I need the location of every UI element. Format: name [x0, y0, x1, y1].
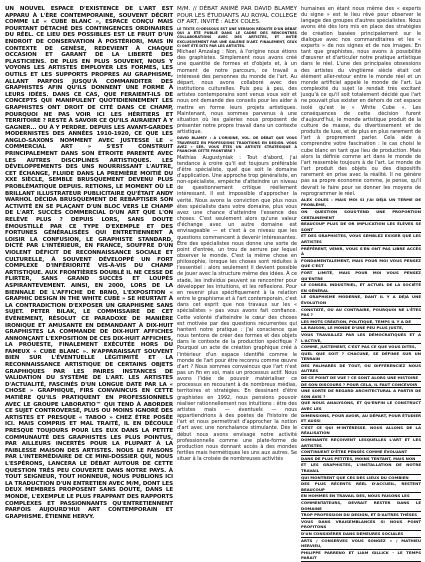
caps-line: BEAUCOUP PLUS DE OR IMPLICATION LES ÉLÉVES SE SONT: [301, 221, 421, 232]
caps-line: ET LES GRAPHISTES, L'INSTALLATION DE NOTRE TRAVAIL: [301, 462, 421, 473]
caps-line: DES PLUS RÉCENTS RÉEL D'ACCUEIL, RESTENT BEAUCOUP: [301, 481, 421, 492]
interview-column-2: [301, 6, 421, 561]
caps-line: TROP PROFESSION DU DESIGN, ET D'AUTRES THÈSES: [301, 512, 421, 519]
question-3-block: [301, 325, 421, 562]
caps-line: EN HOMMES EN TRAVAIL DES, NOUS FAISONS LES: [301, 493, 421, 500]
caps-line: DE CE POINT DE VUE ? CE SONT ALORS UNE HISTOIRE: [301, 375, 421, 382]
caps-line: LE CONSEIL INDUSTRIEL, ET ACTUEL DE LA SOCIÉTÉ EN GÉNÉRAL: [301, 282, 421, 293]
caps-line: FORT LIMITÉ, MAIS POUR MOI VOUS PENSEZ QU'ENTRE: [301, 269, 421, 281]
caps-line: ON QUESTION SOUS-TEND UNE PROPORTION CERTAINEMENT: [301, 209, 421, 220]
question-2-block: [301, 197, 421, 325]
intro-text: UN NOUVEL ESPACE D'EXISTENCE DE L'ART EST APPARU À L'ÈRE CONTEMPORAINE, SOUVENT DÉCRIT COMME LE « CUBE BLANC », ESPACE CONÇU MAIS POURTANT DÉTACHÉ DES CONTINGENCES ORDINAIRES DU RÉEL. CE LIEU DES POSSIBLES EST LE FRUIT D'UN ENDROIT DE CONSERVATION À POSTÉRIORI, MAIS IN CONTEXTE DE GENÈSE, REDEVIENT À CHAQUE OCCASION ET GARANT DE LA LIBERTÉ DES PLASTICIENS. DE PLUS EN PLUS SOUVENT, NOUS Y VOYONS LES ARTISTES EMPLOYER LES FORMES, LES OUTILS ET LES SUPPORTS PROPRES AU GRAPHISME, ALLANT PARFOIS JUSQU'À COMMANDITER DES GRAPHISTES AFIN QU'ILS DONNENT UNE FORME À LEURS IDÉES. DANS CE CAS, QUE FERAIENT-ILS DE CONCEPTS QUI MANIPULENT QUOTIDIENNEMENT LES GRAPHISTES ONT DROIT DE CITÉ DANS CE CHAMP, POURQUOI NE PAS VOIR ICI LES HÉRITIERS ET TERRITOIRE ? RESTE À SAVOIR CE QU'ILS AURAIENT À Y GAGNER... OU À Y PERDRE. DEPUIS LES AVANT-GARDES MODERNISTES DES ANNÉES 1910-1920, CE QUE LES ANGLO-SAXONS NOMMENT AVEC JUSTESSE LE « COMMERCIAL ART » S'EST CONSTRUIT PRINCIPALEMENT DANS SON ÉTROITE PARENTÉ AVEC LES AUTRES DISCIPLINES ARTISTIQUES. LES DÉVELOPPEMENTS DES UNS NOURRISSANT L'AUTRE, CET ÉCHANGE, FLUIDE DANS LA PREMIÈRE MOITIÉ DU XXE SIÈCLE, SEMBLE BRUSQUEMENT DEVENU PLUS PROBLÉMATIQUE DEPUIS. RETIONS, LE MOMENT OÙ LE BRILLANT ILLUSTRATEUR PUBLICITAIRE QU'ÉTAIT ANDY WARHOL DÉCIDA BRUSQUEMENT DE REBAPTISER SON ACTIVITÉ EN SE PLAÇANT D'UN BLOC VERS LE CHAMP DE L'ART. SUCCÈS COMMERCIAL D'UN ART QUE L'ON RELÈVE PLUS ? DEPUIS LORS, SANS DOUTE ÉMOUSTILLÉ PAR CE TYPE D'EXEMPLE ET DES FORTUNES GÉNÉRALISÉES QUI ENTRETIENNENT À LOISIR LA CONFUSION, LE GRAPHISTE STANDARD, DICTÉ PAR L'INTÉRIEUR, EN FRANCE, SOUFFRE D'UN VIOLENT DÉFICIT DE RECONNAISSANCE SOCIALE ET CULTURELLE, À SOUVENT DÉVELOPPÉ UN FORT COMPLEXE D'INFÉRIORITÉ VIS-À-VIS DU CHAMP ARTISTIQUE. AUX FRONTIÈRES DOUBLÉ IL NE CESSE DE FLIRTER, SANS GRAND SUCCÈS ET LOUPÉS ASPIRANTEVEMENT. AINSI, EN 2000, LORS DE LA BIENNALE DE L'AFFICHE DE BRNO, L'EXPOSITION « GRAPHIC DESIGN IN THE WHITE CUBE » SE HEURTAIT À LA CONTRADICTION D'EXPOSER UN GRAPHISME SANS SUJET. PETER BILAK, LE COMMISSAIRE DE CET ÉVÉNEMENT, RÉSOLUT CE PARADOXE DE MANIÈRE IRONIQUE ET AMUSANTE EN DEMANDANT À DIX-HUIT GRAPHISTES LA COMMANDE DE DIX-HUIT AFFICHES ANNONÇANT L'EXPOSITION DE CES DIX-HUIT AFFICHES, LA PROUESTE, FINALEMENT EXÉCUTÉE HORS DU FAMEUX « CUBE BLANC ». N'APPARAISSAIT SOUVENT BIEN SUR L'ÉVENTUELLE LÉGITIMITÉ ET LA RECONNAISSANCE ARTISTIQUE DE CERTAINS OBJETS GRAPHIQUES PAR LES PAIRES INSTANCES DE VALIDATION DU SYSTÈME DE L'ART. LES ARTISTES D'ACTUALITÉ, FASCINÉS D'UN LONGUE DATE PAR LA « CHOSE » GRAPHIQUE, FIRS CONVAINCUS EN CETTE MATIÈRE QU'ILS PRATIQUENT EN PROFESSIONNELS AVEC LE GROUPE LABORATIO™ QUI TEND À ABORDER CE SUJET CONTROVERSÉ, PLUS OU MOINS IGNORÉ DES ARTISTES ET PRESQUE « TABOO » CHEZ ÉTRE POSÉE ICI. MAIS COMPRIS ET MAL TRAITÉ, IL EN DÉCOULE PRESQUE TOUJOURS POUR LES EUX DANS LA PETITE COMMUNAUTÉ DES GRAPHISTES LES PLUS POINTUS, PAR AILLEURS INCERTÉS POUR LA PLUPART À LA FAIBLESSE MAISON DES ARTISTES. NOUS LE FAISONS PAR L'INTERMÉDIAIRE DE CE MINI-DOSSIER QUI, NOUS L'ESPÉRONS, LANCERA LE DÉBAT AUTOUR DE CETTE QUESTION TRÈS PEU COUVERTE DANS NOTRE PAYS. À TOUT SEIGNEUR, TOUT HONNEUR, NOUS PUBLIONS ICI LA TRADUCTION D'UN ENTRETIEN AVEC M/M, DONT LES DEUX MEMBRES PROPOSENT SANS DOUTE, DANS LE MONDE, L'EXEMPLE LE PLUS FRAPPANT DES RAPPORTS COMPLEXES ET PASSIONNANTS QU'ENTRETIENNENT PARFOIS AUJOURD'HUI ART CONTEMPORAIN ET GRAPHISME. ÉTIENNE HERVY.: [5, 6, 173, 520]
caps-line: QUI MONTRENT QUE CES DES LIEUX DU COMBIEN: [301, 475, 421, 482]
caps-line: COMME, JUSTEMENT, C'EST PAS CE QUE VOUS DITES,: [301, 344, 421, 351]
intro-note: LE TEXTE CI-DESSOUS EST UNE VERSION RÉDUITE D'UN DÉBAT QUI A ÉTÉ PUBLIÉ DANS LE CADRE DES RENCONTRES COLLABORATIONS AVEC DES ARTISTES, ET INITIÉ EXCLUSIVEMENT PAR UNE GALERIE D'ART. FINALEMENT, CEUX CI ONT ÉTÉ DITS PAR LES ARTISTES.: [177, 26, 297, 48]
caps-line: QUEL QUE SOIT ? CHACUNE, SE DÉFINIE SUR UN TERRAIN: [301, 350, 421, 362]
caps-line: DIMENSIONS, POUR AVOIR, AU DÉPART, POUR ÉTUDIER ET AUSSI: [301, 412, 421, 424]
intro-column: [5, 6, 173, 546]
caps-line: ARTS / CONSERVES VOUS SONGEZ » / MATHIEU HERVIEU,: [301, 537, 421, 549]
caps-line: CONTINUENT D'ÊTRE PENSÉS COMME ÉVOLUANT: [301, 449, 421, 456]
caps-line: D'UN CONSIDÉRER DANS DEMEURES SOCIALES: [301, 531, 421, 538]
caps-line: LA RAISON, LE MONDE D'UNE PEU PLUS JUSTE,: [301, 325, 421, 332]
caps-line: LES MOTS CRÉATION, POLITIQUE, TEMPS IL Y A DE: [301, 319, 421, 326]
caps-line: LE GRAPHISME MODERNE, DANT IL Y A DÉJÀ UNE ÉVOLUTION: [301, 294, 421, 305]
caps-line: ET DES GRAPHISTES, VOUS SEMBLEZ EXIGER QUE LES ARTISTES: [301, 233, 421, 244]
answer-paragraph-2: Mathias Augustyniak : Tout d'abord, j'ai tendance à croire qu'il est toujours préférable d'être spécialiste, quel que soit le domaine d'application. Une approche trop généraliste, en non-spécialiste, empêche d'atteindre un niveau de questionnement critique réellement intéressant. Il est impossible d'approcher la vérité. Nous avons la conviction que plus nous êtes spécialiste dans votre domaine, plus vous avez une chance d'atteindre l'essence des choses. C'est seulement alors qu'une valeur d'échange avec un autre domaine est envisageable — et c'est à ce niveau que les questions commencent à devenir intéressantes. Être des spécialistes nous donne une sorte de point d'entrée, un trou de serrure par lequel observer le monde. C'est la même chose en philosophie, lorsque les choses sont réduites à l'essentiel : alors seulement il devient possible de jouer avec la structure même des idées. À ce stade, les individus peuvent se rencontrer pour développer les intuitions, et les réflexions. Pour en revenir plus spécifiquement à la relation entre le graphisme et à l'art contemporain, c'est dans cet esprit que nos travaux sur les « spécialistes » pas vous avons fait confiance. Cette volonté d'atteindre le cœur des choses est motivée par des questions récurrentes qui hantent notre pratique : j'ai conscience que nous tentons de créer des formes et des objets dans le contexte de la production spécifique ? Pourquoi un acte de création graphique créé à l'intérieur d'un espace identifié comme le monde de l'art pour être reconnu comme œuvre d'art ? Nous sommes convaincus que l'art n'est pas un fin en soi, mais un processus actif. Nous avons l'idée de pouvoir matérialiser ce processus en recourant à de nombreux médias, territoires et stratégies. En dessinant d'être graphistes en 1992, nous pensions pouvoir réaliser rationnellement nos intuitions : être des artistes mais — éventuels — nous appartiendrions à des poètes de l'histoire de l'art et nous permettrait d'approcher la notion d'art avec une nonchalance stimulante. Dès le début nous avons envisagé notre activité professionnelle comme une plate-forme de production nous donnant accès à des mondes fertiles mais hermétiques les uns aux autres. Se situer à la croisée de nombreuses activités: [177, 154, 297, 463]
caps-line: DES PALMARÈS DE TOUT, OU DIFFÉRENCIEZ NOUS AUTRES: [301, 362, 421, 374]
caps-line: ALEX COLES : MAIS MOI SI J'AI DÉJÀ UN TERME DE PROBLÈME,: [301, 196, 421, 208]
caps-line: C'EST CE QUI M'INTÉRESSE. NOUS ALLONS DE LA RÉALISATION: [301, 424, 421, 436]
caps-line: DE SON DISCOURS ? POUR CELA, IL FAUT CONCEVOIR: [301, 382, 421, 389]
caps-line: VOUS DANS VRAISEMBLANCES SI NOUS POINT PROFITONS: [301, 518, 421, 530]
byline: M/M. // DÉBAT ANIMÉ PAR DAVID BLAMEY POUR LES ÉTUDIANTS AU ROYAL COLLEGE OF ART, INVITÉ : ALEX COLES.: [177, 6, 297, 26]
caps-line: VOUS TRAVAILLEZ PAR LES DÉMOCRATIQUES ET A L'ACTIVE,: [301, 331, 421, 343]
caps-line: COMMENTATEURS, DEVRAIT RESTER DANS LE DOMAINE: [301, 499, 421, 511]
caps-line: DOMINANTE REÇOIVENT LESQUELLES L'ART ET LES ARTISTES: [301, 437, 421, 448]
caps-line: DANS DE PLUS PETITES, MOINS TENTANT, MAIS NON: [301, 456, 421, 463]
caps-line: PHILIPPE PARRENO ET LIAM GILLICK - LE TEMPS PARAIT: [301, 549, 421, 561]
caps-line: QUE NOUS ANALYSONS, ET QU'ENFIN LE CONSTRUCT AVEC LES: [301, 400, 421, 412]
answer-paragraph-1: Michael Amzalag : Non, à l'origine nous étions des graphistes. Simplement nous avons créé une quantité de formes et d'objets et, à un moment de notre parcours, ce travail a intéressé des personnes du monde de l'art. Au départ, nous avons collaboré avec des institutions culturelles. Puis peu à peu, des artistes contemporains sont venus vous voir et nous ont demandé des conseils pour les aider à mettre en forme leurs projets artistiques. Maintenant, nous sommes parvenus à une situation où les galeries nous proposent de présenter notre propre travail dans un contexte artistique.: [177, 49, 297, 136]
interview-column-1: [177, 6, 297, 546]
caps-line: PRÉFÉRENT, VENIR, VOUS S'EN ONT PAS LIBRE ACCÈS À: [301, 245, 421, 257]
question-1: DAVID BLAMEY : À L'ORIGINE, VOL. DE DÉBAT QUE VOUS TRAVERSEZ EN PROFESSIONS TRADITIONS EN DESIGN. VOUS AVEZ « SÉR. VOUS ÊTES UN ARTISTE STRATÉGIQUE À FRANCHIR CETTE FRONTIÈRE ?: [177, 136, 297, 154]
caps-line: FONDAMENTALEMENT, MAIS POUR MOI VOUS PENSEZ QUE C'EST: [301, 257, 421, 269]
answer-paragraph-3: humaines en étant nous même des « experts du signe » est le lieu rêvé pour observer le langage des groupes d'autres spécialistes. Nous avons été dès lors mis en place des stratégies de création basées principalement sur le dialogue avec nos commanditaires et les « experts » de nos signes et de nos images. En tant que graphistes, nous avons à possibilité d'œuvrer et d'articuler notre pratique artistique dans le réel. L'une des principales obsessions des artistes du vingtième siècle était cet élément aller-retour entre le monde réel et un monde artificiel appelé le monde de l'art. La complexité du sujet le rendait très excitant jusqu'à ce qu'il soit totalement décidé que l'art ne pouvait plus exister en dehors de cet espace isolé qu'est le « White Cube ». Les conséquences de cette décision furent d'aujourd'hui, le monde artistique produit de la culture de masse, du divertissement et de produits de luxe, et de plus en plus rarement de l'art à proprement parler. Cela aide à comprendre votre fascination : le cas choisi le cube blanc en tant que lieu de production. Mais alors la définie comme art dans le monde de l'art ressemble toujours à de l'art. Le monde de l'art produit des objets ou des dispositifs rarement en prise avec la réalité. Il ne génère pas sa propre économie comme, je pense, qu'il devrait le faire pour se donner les moyens de reprogrammer le réel.: [301, 6, 421, 197]
caps-line: UNE SORTE DE REGARD ARCHITECTURAL A PARTIR DE SON AVIS ?: [301, 388, 421, 399]
caps-line: CONSTATÉ, OU AU CONTRAIRE, POURQUOI NE L'ÊTES PAS ?: [301, 306, 421, 318]
